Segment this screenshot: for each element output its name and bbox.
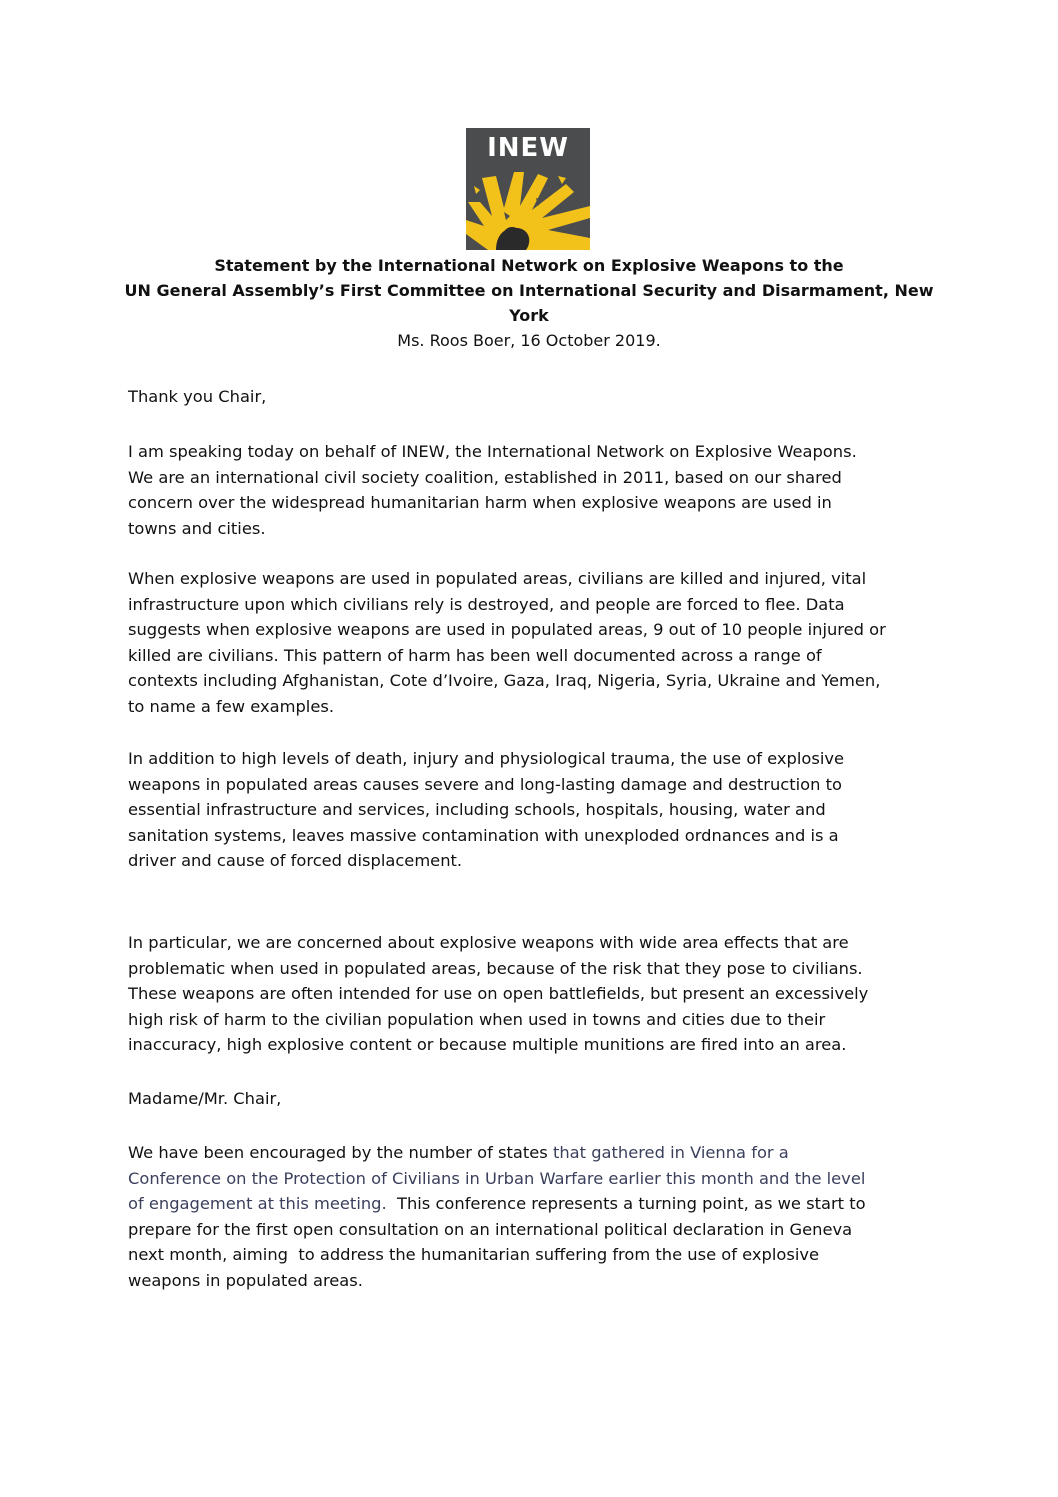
paragraph-4 xyxy=(128,930,868,1058)
paragraph-line: These weapons are often intended for use on open battlefields, but present an excessively xyxy=(128,984,869,1003)
paragraph-line: prepare for the first open consultation on an international political declaration in Geneva xyxy=(128,1219,853,1239)
title-line-3: York xyxy=(509,306,549,325)
logo-text: INEW xyxy=(487,133,569,163)
paragraph-line: I am speaking today on behalf of INEW, the International Network on Explosive Weapons. xyxy=(128,442,857,461)
paragraph-line: When explosive weapons are used in populated areas, civilians are killed and injured, vital xyxy=(128,569,867,588)
paragraph-line: infrastructure upon which civilians rely is destroyed, and people are forced to flee. Data xyxy=(128,594,845,614)
paragraph-line xyxy=(128,1191,866,1217)
highlighted-text: of engagement at this meeting. xyxy=(128,1194,387,1213)
title-line-2: UN General Assembly’s First Committee on International Security and Disarmament, New xyxy=(124,281,934,300)
salutation-2: Madame/Mr. Chair, xyxy=(128,1089,282,1108)
paragraph-line: high risk of harm to the civilian population when used in towns and cities due to their xyxy=(128,1009,826,1029)
paragraph-line: suggests when explosive weapons are used in populated areas, 9 out of 10 people injured or xyxy=(128,620,886,639)
paragraph-line: weapons in populated areas. xyxy=(128,1270,363,1290)
highlighted-text: Conference on the Protection of Civilians in Urban Warfare earlier this month and the level xyxy=(128,1168,866,1188)
paragraph-line: contexts including Afghanistan, Cote d’Ivoire, Gaza, Iraq, Nigeria, Syria, Ukraine and Yemen, xyxy=(128,671,881,690)
title-line-1: Statement by the International Network on Explosive Weapons to the xyxy=(214,256,844,275)
paragraph-3 xyxy=(128,746,844,874)
paragraph-1 xyxy=(128,439,857,541)
paragraph-text: This conference represents a turning point, as we start to xyxy=(386,1194,866,1213)
paragraph-5 xyxy=(128,1140,866,1293)
paragraph-text: We have been encouraged by the number of states xyxy=(128,1143,553,1162)
paragraph-line: weapons in populated areas causes severe and long-lasting damage and destruction to xyxy=(128,774,842,794)
paragraph-line: next month, aiming to address the humanitarian suffering from the use of explosive xyxy=(128,1245,819,1264)
paragraph-line: sanitation systems, leaves massive contamination with unexploded ordnances and is a xyxy=(128,825,839,845)
inew-logo xyxy=(466,128,590,250)
paragraph-line: problematic when used in populated areas, because of the risk that they pose to civilians. xyxy=(128,958,863,978)
paragraph-line: driver and cause of forced displacement. xyxy=(128,851,463,870)
statement-title xyxy=(100,253,958,328)
paragraph-line: towns and cities. xyxy=(128,518,266,538)
paragraph-line: In particular, we are concerned about explosive weapons with wide area effects that are xyxy=(128,933,849,952)
highlighted-text: that gathered in Vienna for a xyxy=(552,1143,789,1162)
statement-byline: Ms. Roos Boer, 16 October 2019. xyxy=(397,331,661,350)
explosion-burst-icon xyxy=(466,172,590,250)
paragraph-line: inaccuracy, high explosive content or because multiple munitions are fired into an area. xyxy=(128,1035,847,1054)
paragraph-line: to name a few examples. xyxy=(128,696,334,716)
paragraph-line: essential infrastructure and services, including schools, hospitals, housing, water and xyxy=(128,800,826,819)
salutation: Thank you Chair, xyxy=(128,387,267,406)
paragraph-line: We are an international civil society coalition, established in 2011, based on our shared xyxy=(128,467,842,487)
paragraph-line: concern over the widespread humanitarian harm when explosive weapons are used in xyxy=(128,493,832,512)
paragraph-2 xyxy=(128,566,886,719)
paragraph-line xyxy=(128,1140,866,1166)
paragraph-line: killed are civilians. This pattern of harm has been well documented across a range of xyxy=(128,645,822,665)
paragraph-line: In addition to high levels of death, injury and physiological trauma, the use of explosive xyxy=(128,749,845,768)
